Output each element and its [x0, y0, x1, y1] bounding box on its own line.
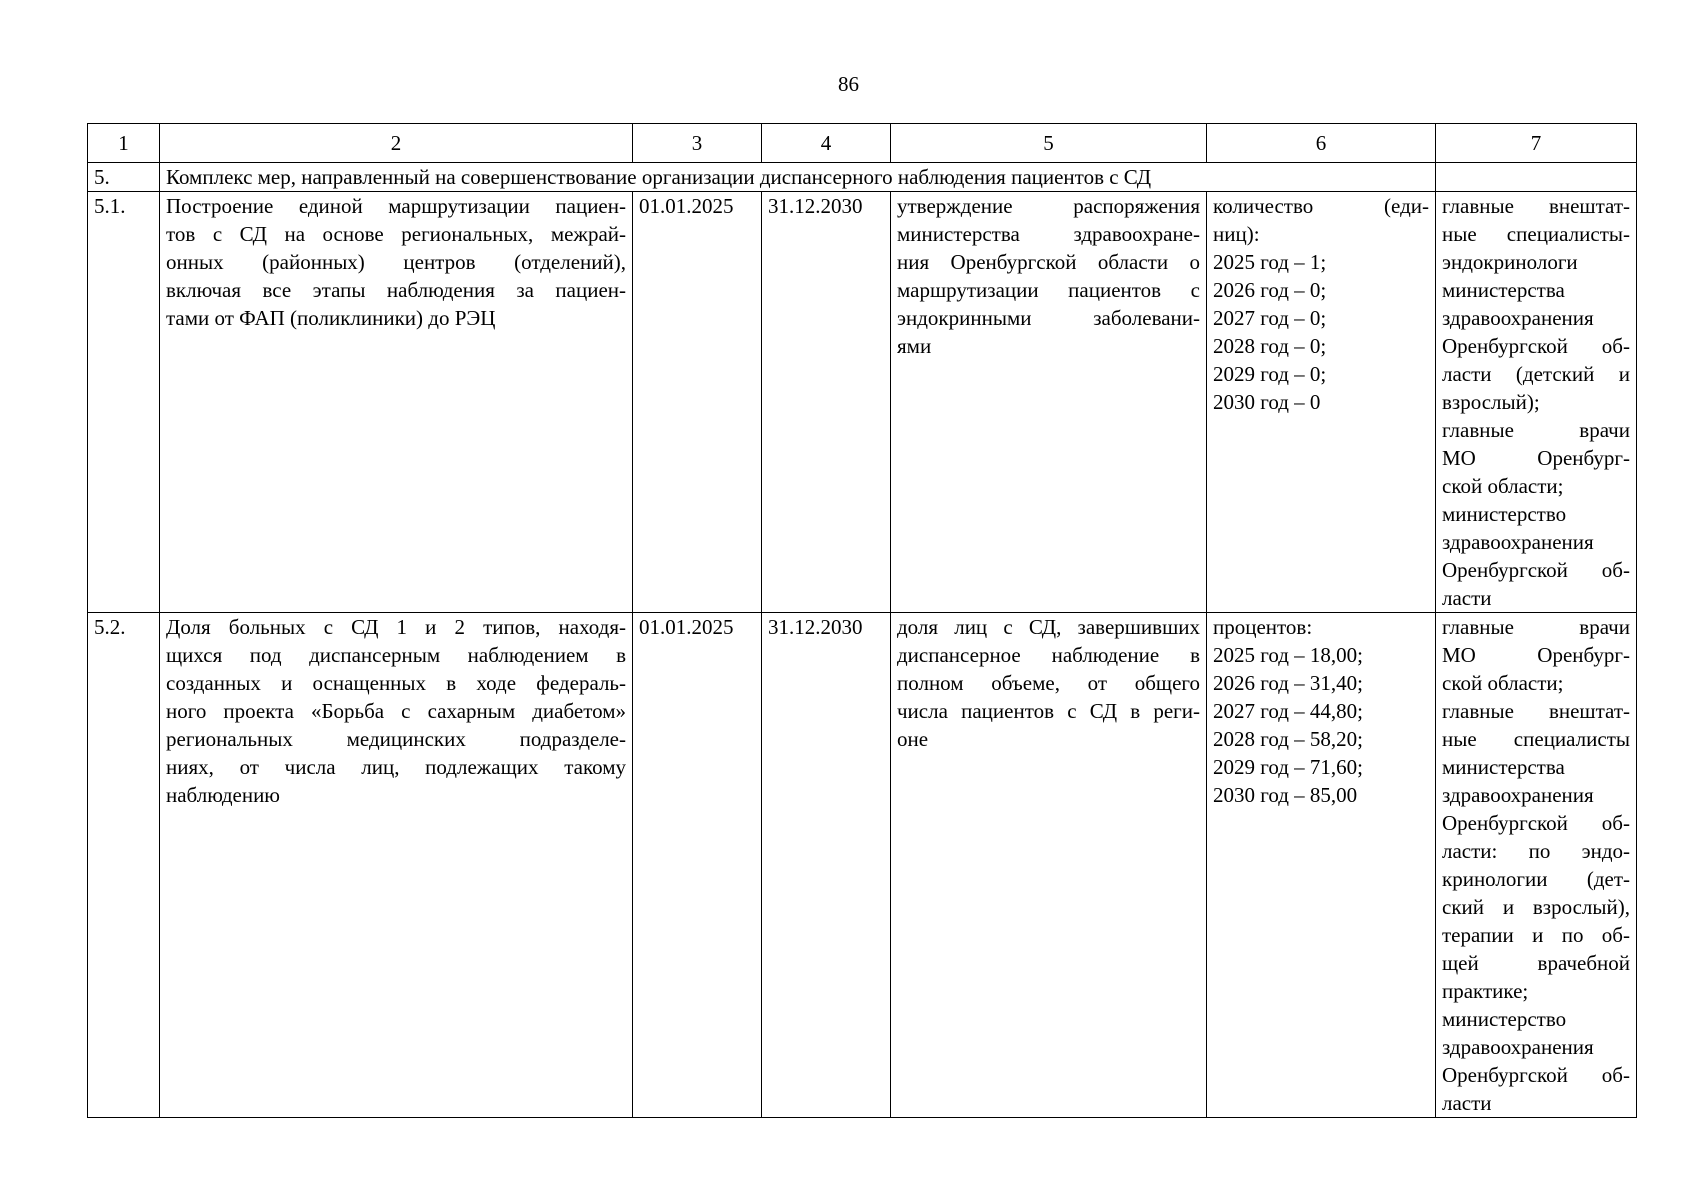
section-title: Комплекс мер, направленный на совершенствование организации диспансерного наблюдения пациентов с СД — [160, 163, 1436, 192]
row-number: 5.2. — [88, 613, 160, 1118]
text-line: доля лиц с СД, завершивших — [897, 615, 1200, 639]
measure-cell — [160, 613, 633, 1118]
text-line: ской области; — [1442, 474, 1564, 498]
text-line: ного проекта «Борьба с сахарным диабетом» — [166, 699, 626, 723]
text-line: количество (еди- — [1213, 194, 1429, 218]
indicator-cell — [1207, 613, 1436, 1118]
text-line: министерство — [1442, 1007, 1567, 1031]
text-line: Оренбургской об- — [1442, 811, 1630, 835]
column-number-row — [88, 124, 1637, 163]
text-line: эндокринологи — [1442, 250, 1578, 274]
text-line: главные врачи — [1442, 418, 1630, 442]
text-line: министерства — [1442, 278, 1565, 302]
text-line: кринологии (дет- — [1442, 867, 1630, 891]
text-line: Оренбургской об- — [1442, 558, 1630, 582]
measure-cell — [160, 192, 633, 613]
text-line: главные врачи — [1442, 615, 1630, 639]
text-line: 2026 год – 31,40; — [1213, 671, 1364, 695]
text-line: созданных и оснащенных в ходе федераль- — [166, 671, 626, 695]
column-number: 7 — [1436, 124, 1637, 163]
text-line: практике; — [1442, 979, 1529, 1003]
text-line: 2027 год – 44,80; — [1213, 699, 1364, 723]
text-line: здравоохранения — [1442, 783, 1594, 807]
section-empty-cell — [1436, 163, 1637, 192]
text-line: Оренбургской об- — [1442, 334, 1630, 358]
start-date: 01.01.2025 — [633, 192, 762, 613]
text-line: эндокринными заболевани- — [897, 306, 1200, 330]
text-line: здравоохранения — [1442, 530, 1594, 554]
text-line: маршрутизации пациентов с — [897, 278, 1200, 302]
text-line: Доля больных с СД 1 и 2 типов, находя- — [166, 615, 626, 639]
text-line: ласти — [1442, 586, 1492, 610]
text-line: МО Оренбург- — [1442, 643, 1630, 667]
text-line: 2030 год – 0 — [1213, 390, 1321, 414]
text-line: терапии и по об- — [1442, 923, 1630, 947]
column-number: 3 — [633, 124, 762, 163]
text-line: 2030 год – 85,00 — [1213, 783, 1358, 807]
text-line: ласти (детский и — [1442, 362, 1630, 386]
start-date: 01.01.2025 — [633, 613, 762, 1118]
text-line: 2027 год – 0; — [1213, 306, 1327, 330]
column-number: 5 — [891, 124, 1207, 163]
column-number: 4 — [762, 124, 891, 163]
text-line: здравоохранения — [1442, 1035, 1594, 1059]
text-line: ласти — [1442, 1091, 1492, 1115]
text-line: 2028 год – 0; — [1213, 334, 1327, 358]
row-number: 5.1. — [88, 192, 160, 613]
text-line: щихся под диспансерным наблюдением в — [166, 643, 626, 667]
text-line: ской области; — [1442, 671, 1564, 695]
page-number: 86 — [838, 72, 859, 96]
section-number: 5. — [88, 163, 160, 192]
text-line: здравоохранения — [1442, 306, 1594, 330]
text-line: ский и взрослый), — [1442, 895, 1630, 919]
result-cell — [891, 613, 1207, 1118]
result-cell — [891, 192, 1207, 613]
text-line: онных (районных) центров (отделений), — [166, 250, 626, 274]
text-line: ные специалисты — [1442, 727, 1630, 751]
responsible-cell — [1436, 613, 1637, 1118]
indicator-cell — [1207, 192, 1436, 613]
text-line: щей врачебной — [1442, 951, 1630, 975]
measures-table — [87, 123, 1637, 1118]
column-number: 1 — [88, 124, 160, 163]
text-line: ные специалисты- — [1442, 222, 1630, 246]
column-number: 2 — [160, 124, 633, 163]
text-line: оне — [897, 727, 929, 751]
text-line: ниях, от числа лиц, подлежащих такому — [166, 755, 626, 779]
text-line: взрослый); — [1442, 390, 1540, 414]
text-line: министерство — [1442, 502, 1567, 526]
text-line: наблюдению — [166, 783, 280, 807]
text-line: ния Оренбургской области о — [897, 250, 1200, 274]
text-line: утверждение распоряжения — [897, 194, 1200, 218]
text-line: Построение единой маршрутизации пациен- — [166, 194, 626, 218]
text-line: 2025 год – 18,00; — [1213, 643, 1364, 667]
text-line: тов с СД на основе региональных, межрай- — [166, 222, 626, 246]
text-line: 2029 год – 71,60; — [1213, 755, 1364, 779]
text-line: ниц): — [1213, 222, 1260, 246]
table-row — [88, 613, 1637, 1118]
text-line: министерства здравоохране- — [897, 222, 1200, 246]
text-line: 2026 год – 0; — [1213, 278, 1327, 302]
text-line: МО Оренбург- — [1442, 446, 1630, 470]
text-line: главные внештат- — [1442, 194, 1630, 218]
text-line: ласти: по эндо- — [1442, 839, 1630, 863]
text-line: включая все этапы наблюдения за пациен- — [166, 278, 626, 302]
text-line: главные внештат- — [1442, 699, 1630, 723]
text-line: процентов: — [1213, 615, 1313, 639]
end-date: 31.12.2030 — [762, 613, 891, 1118]
table-row — [88, 192, 1637, 613]
text-line: 2029 год – 0; — [1213, 362, 1327, 386]
text-line: 2028 год – 58,20; — [1213, 727, 1364, 751]
text-line: полном объеме, от общего — [897, 671, 1200, 695]
end-date: 31.12.2030 — [762, 192, 891, 613]
text-line: Оренбургской об- — [1442, 1063, 1630, 1087]
text-line: министерства — [1442, 755, 1565, 779]
section-row — [88, 163, 1637, 192]
text-line: диспансерное наблюдение в — [897, 643, 1200, 667]
text-line: ями — [897, 334, 932, 358]
text-line: числа пациентов с СД в реги- — [897, 699, 1200, 723]
text-line: региональных медицинских подразделе- — [166, 727, 626, 751]
column-number: 6 — [1207, 124, 1436, 163]
text-line: 2025 год – 1; — [1213, 250, 1327, 274]
text-line: тами от ФАП (поликлиники) до РЭЦ — [166, 306, 496, 330]
responsible-cell — [1436, 192, 1637, 613]
